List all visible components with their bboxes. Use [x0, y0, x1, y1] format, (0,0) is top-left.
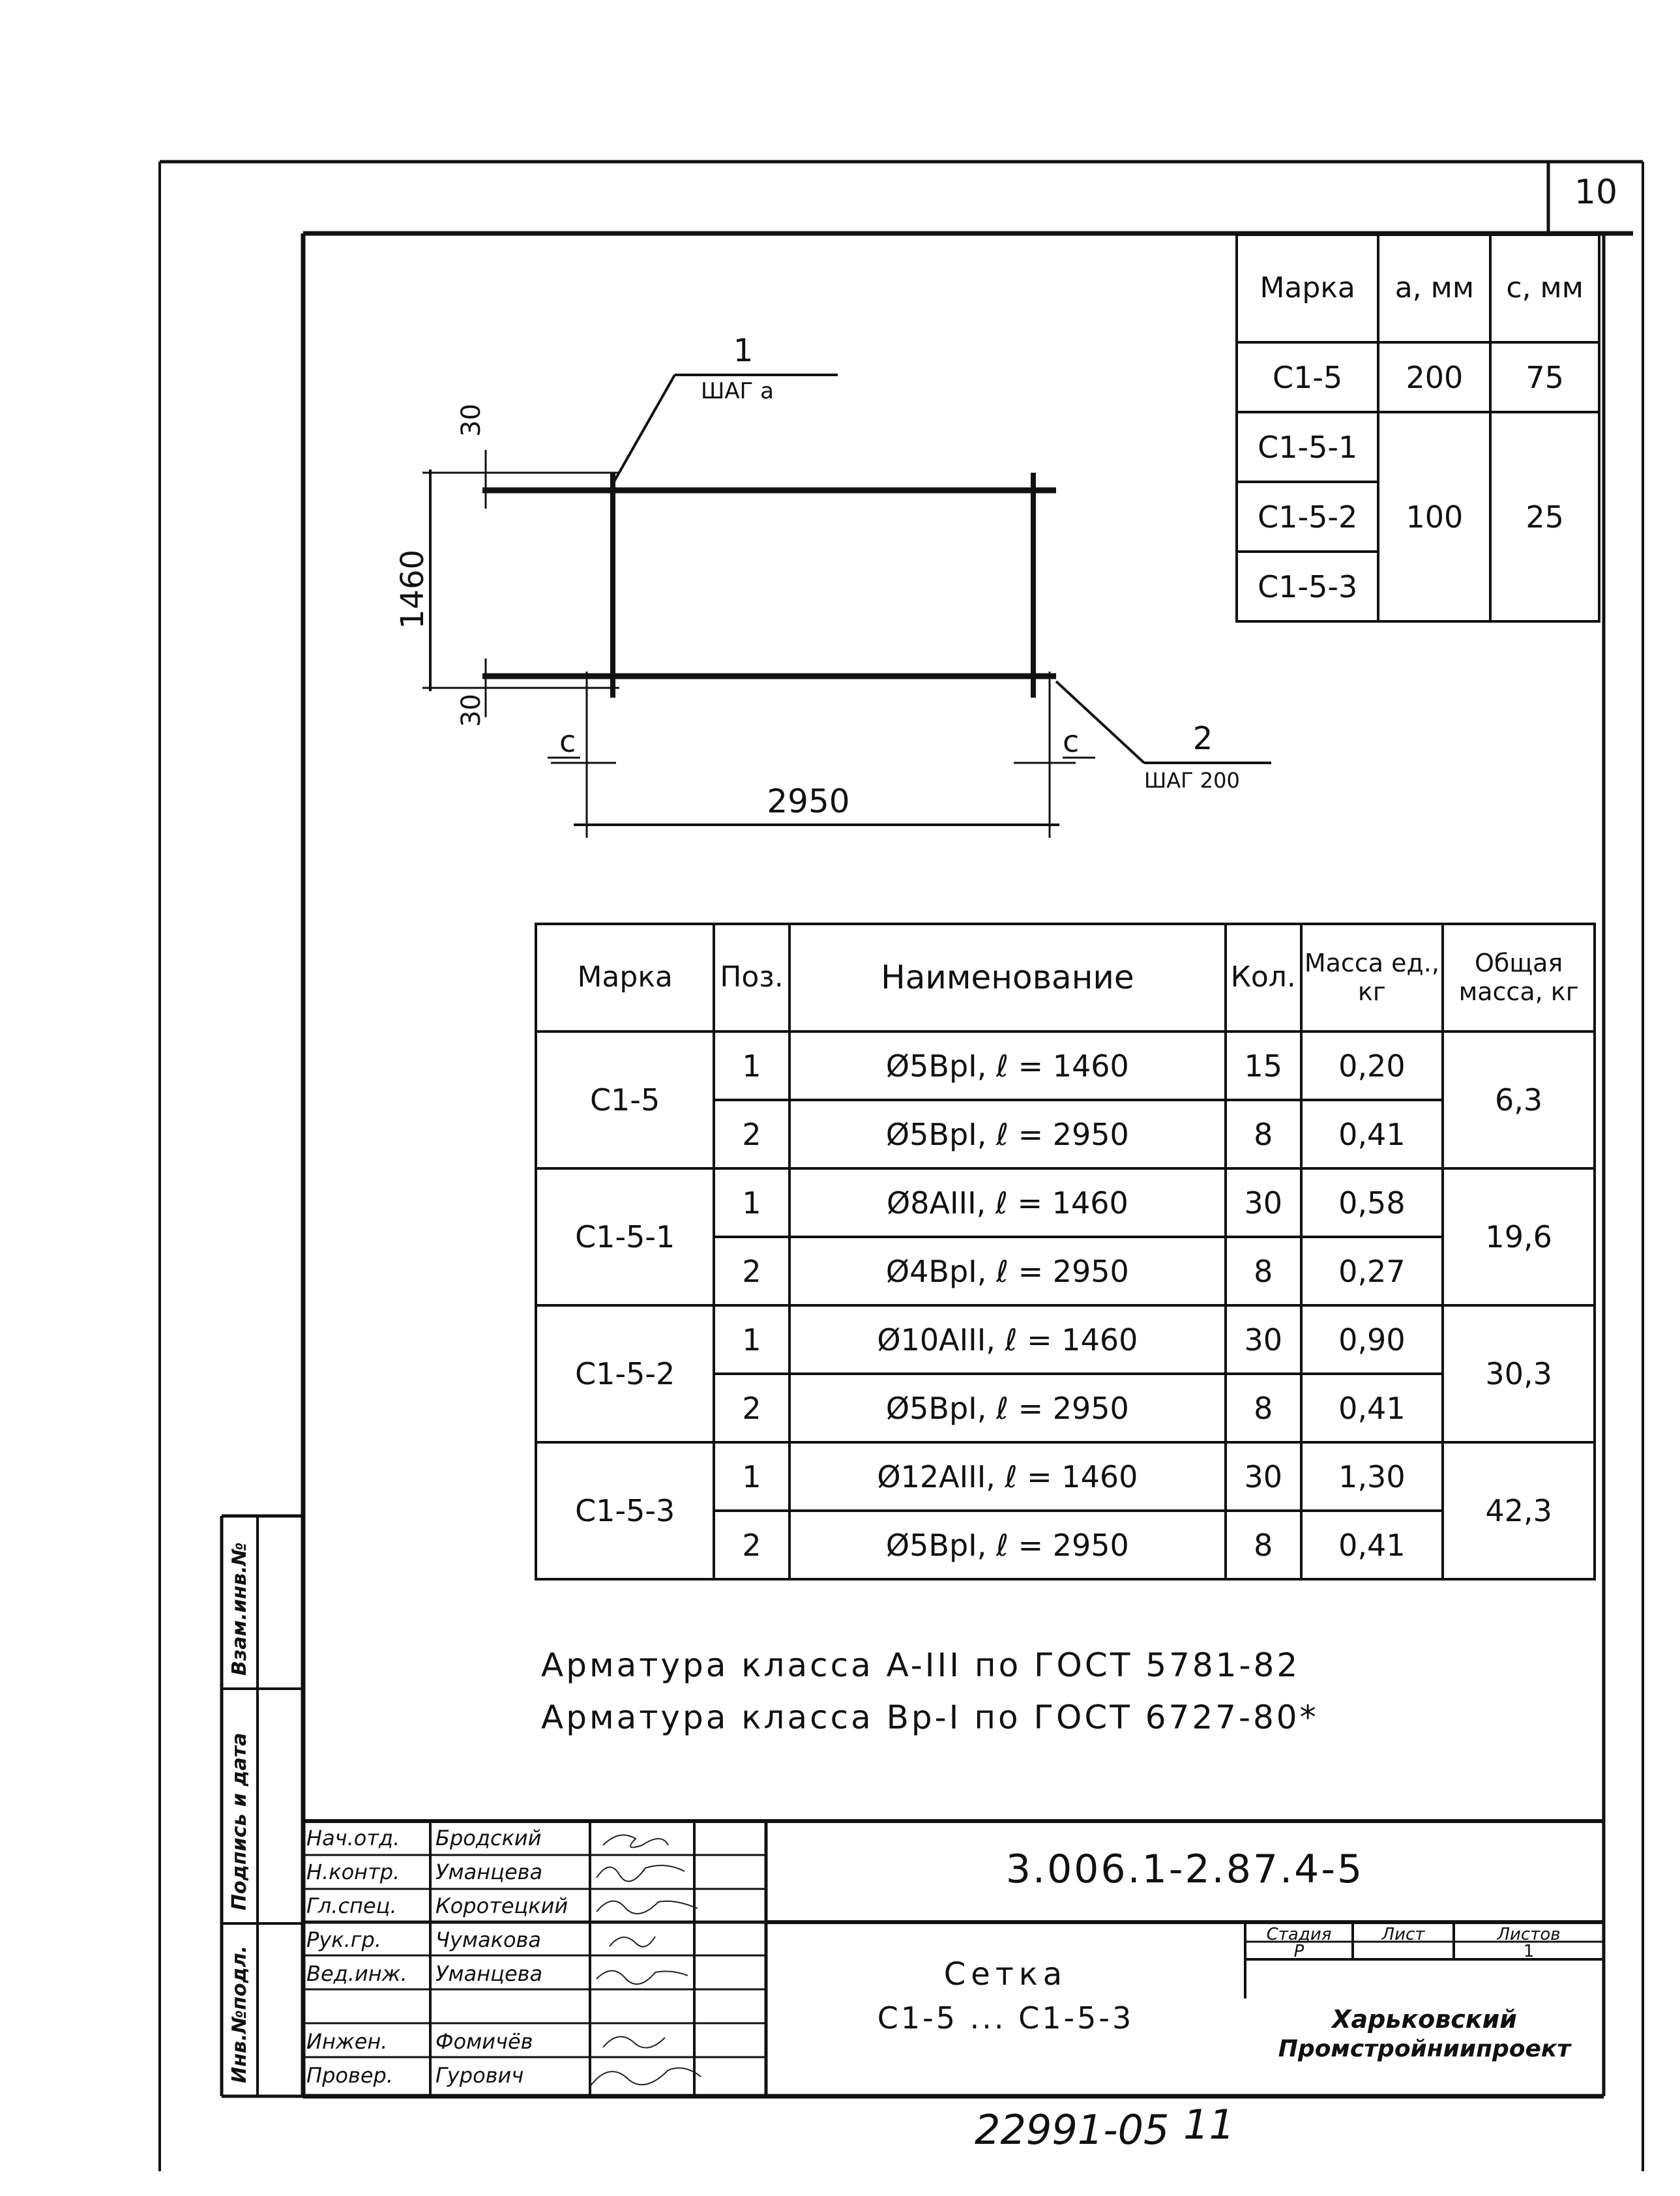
- spec-header-pos: Поз.: [714, 924, 789, 1031]
- spec-group-mark: C1-5-2: [536, 1305, 714, 1442]
- note-line: Арматура класса A-III по ГОСТ 5781-82: [541, 1646, 1301, 1684]
- ac-row-a: 200: [1378, 342, 1490, 412]
- side-label-vzam-inv: Взам.инв.№: [228, 1542, 251, 1676]
- stamp-title-line2: C1-5 ... C1-5-3: [877, 2000, 1134, 2036]
- dim-bottom-offset: 30: [456, 694, 486, 727]
- dim-top-offset: 30: [456, 404, 486, 437]
- spec-group-mark: C1-5-3: [536, 1442, 714, 1579]
- stamp-role: Провер.: [306, 2063, 393, 2088]
- stamp-title-line1: Сетка: [943, 1956, 1068, 1993]
- spec-item-qty: 8: [1226, 1511, 1301, 1579]
- stamp-person: Чумакова: [435, 1927, 541, 1952]
- spec-item-qty: 30: [1226, 1168, 1301, 1237]
- stamp-role: Инжен.: [306, 2029, 388, 2054]
- spec-item-pos: 2: [714, 1100, 789, 1168]
- ac-header-c: c, мм: [1490, 235, 1599, 342]
- spec-item-name: Ø5BpI, ℓ = 2950: [789, 1511, 1226, 1579]
- stamp-role: Нач.отд.: [306, 1826, 400, 1850]
- note-line: Арматура класса Bp-I по ГОСТ 6727-80*: [541, 1699, 1319, 1736]
- stamp-person: Коротецкий: [435, 1893, 568, 1918]
- stamp-person: Уманцева: [435, 1860, 543, 1884]
- spec-item-qty: 30: [1226, 1442, 1301, 1511]
- spec-item-name: Ø5BpI, ℓ = 1460: [789, 1031, 1226, 1100]
- spec-header-unit-mass: Масса ед., кг: [1301, 924, 1443, 1031]
- sheets-header: Листов: [1497, 1925, 1561, 1944]
- sheets-value: 1: [1523, 1942, 1535, 1961]
- pos2-number: 2: [1192, 720, 1213, 757]
- spec-header-name: Наименование: [789, 924, 1226, 1031]
- spec-item-pos: 1: [714, 1168, 789, 1237]
- spec-item-pos: 2: [714, 1374, 789, 1442]
- bottom-page: 11: [1183, 2101, 1235, 2148]
- spec-item-pos: 2: [714, 1237, 789, 1305]
- spec-item-name: Ø12AIII, ℓ = 1460: [789, 1442, 1226, 1511]
- ac-header-a: a, мм: [1378, 235, 1490, 342]
- spec-item-mass: 0,41: [1301, 1100, 1443, 1168]
- spec-item-pos: 2: [714, 1511, 789, 1579]
- stamp-role: Гл.спец.: [306, 1893, 397, 1918]
- spec-item-mass: 0,90: [1301, 1305, 1443, 1374]
- ac-row-mark: C1-5: [1237, 342, 1378, 412]
- ac-row-c: 75: [1490, 342, 1599, 412]
- org-line2: Промстройниипроект: [1278, 2036, 1571, 2062]
- page-number: 10: [1574, 173, 1618, 212]
- spec-group-total: 42,3: [1443, 1442, 1595, 1579]
- stamp-role: Рук.гр.: [306, 1927, 382, 1952]
- dim-height: 1460: [394, 549, 431, 629]
- pos1-number: 1: [733, 333, 754, 369]
- stage-header: Стадия: [1266, 1925, 1332, 1944]
- spec-item-qty: 8: [1226, 1100, 1301, 1168]
- side-label-sign-date: Подпись и дата: [228, 1732, 251, 1910]
- stamp-role: Н.контр.: [306, 1860, 400, 1884]
- side-label-inv-no: Инв.№подл.: [228, 1945, 251, 2083]
- bottom-code: 22991-05: [975, 2106, 1170, 2154]
- spec-item-pos: 1: [714, 1442, 789, 1511]
- spec-item-name: Ø4BpI, ℓ = 2950: [789, 1237, 1226, 1305]
- stamp-role: Вед.инж.: [306, 1961, 407, 1986]
- ac-merged-a: 100: [1378, 412, 1490, 621]
- ac-row-mark: C1-5-2: [1237, 482, 1378, 552]
- ac-row-mark: C1-5-1: [1237, 412, 1378, 482]
- ac-merged-c: 25: [1490, 412, 1599, 621]
- sheet-header: Лист: [1381, 1925, 1425, 1944]
- spec-item-mass: 0,27: [1301, 1237, 1443, 1305]
- ac-row-mark: C1-5-3: [1237, 552, 1378, 621]
- spec-item-qty: 8: [1226, 1374, 1301, 1442]
- spec-item-pos: 1: [714, 1031, 789, 1100]
- dim-width: 2950: [767, 782, 850, 820]
- stamp-person: Уманцева: [435, 1961, 543, 1986]
- stamp-person: Бродский: [435, 1826, 542, 1850]
- spec-group-total: 30,3: [1443, 1305, 1595, 1442]
- stage-value: Р: [1293, 1942, 1304, 1961]
- spec-header-mark: Марка: [536, 924, 714, 1031]
- dim-c-left: c: [559, 724, 576, 759]
- spec-item-qty: 30: [1226, 1305, 1301, 1374]
- ac-header-mark: Марка: [1237, 235, 1378, 342]
- spec-item-mass: 0,20: [1301, 1031, 1443, 1100]
- dim-c-right: c: [1063, 724, 1080, 759]
- spec-group-total: 6,3: [1443, 1031, 1595, 1168]
- org-line1: Харьковский: [1332, 2005, 1517, 2034]
- stamp-person: Фомичёв: [435, 2029, 533, 2054]
- spec-group-mark: C1-5: [536, 1031, 714, 1168]
- spec-item-mass: 0,41: [1301, 1374, 1443, 1442]
- document-code: 3.006.1-2.87.4-5: [1005, 1847, 1364, 1892]
- spec-item-qty: 15: [1226, 1031, 1301, 1100]
- spec-header-qty: Кол.: [1226, 924, 1301, 1031]
- spec-header-total-mass: Общая масса, кг: [1443, 924, 1595, 1031]
- spec-item-mass: 0,41: [1301, 1511, 1443, 1579]
- pos1-step-label: ШАГ a: [701, 378, 774, 404]
- spec-item-name: Ø10AIII, ℓ = 1460: [789, 1305, 1226, 1374]
- spec-item-mass: 0,58: [1301, 1168, 1443, 1237]
- pos2-step-label: ШАГ 200: [1144, 768, 1240, 793]
- spec-item-name: Ø8AIII, ℓ = 1460: [789, 1168, 1226, 1237]
- spec-item-name: Ø5BpI, ℓ = 2950: [789, 1374, 1226, 1442]
- spec-item-pos: 1: [714, 1305, 789, 1374]
- spec-group-total: 19,6: [1443, 1168, 1595, 1305]
- spec-item-qty: 8: [1226, 1237, 1301, 1305]
- stamp-person: Гурович: [435, 2063, 524, 2088]
- spec-item-name: Ø5BpI, ℓ = 2950: [789, 1100, 1226, 1168]
- spec-group-mark: C1-5-1: [536, 1168, 714, 1305]
- spec-item-mass: 1,30: [1301, 1442, 1443, 1511]
